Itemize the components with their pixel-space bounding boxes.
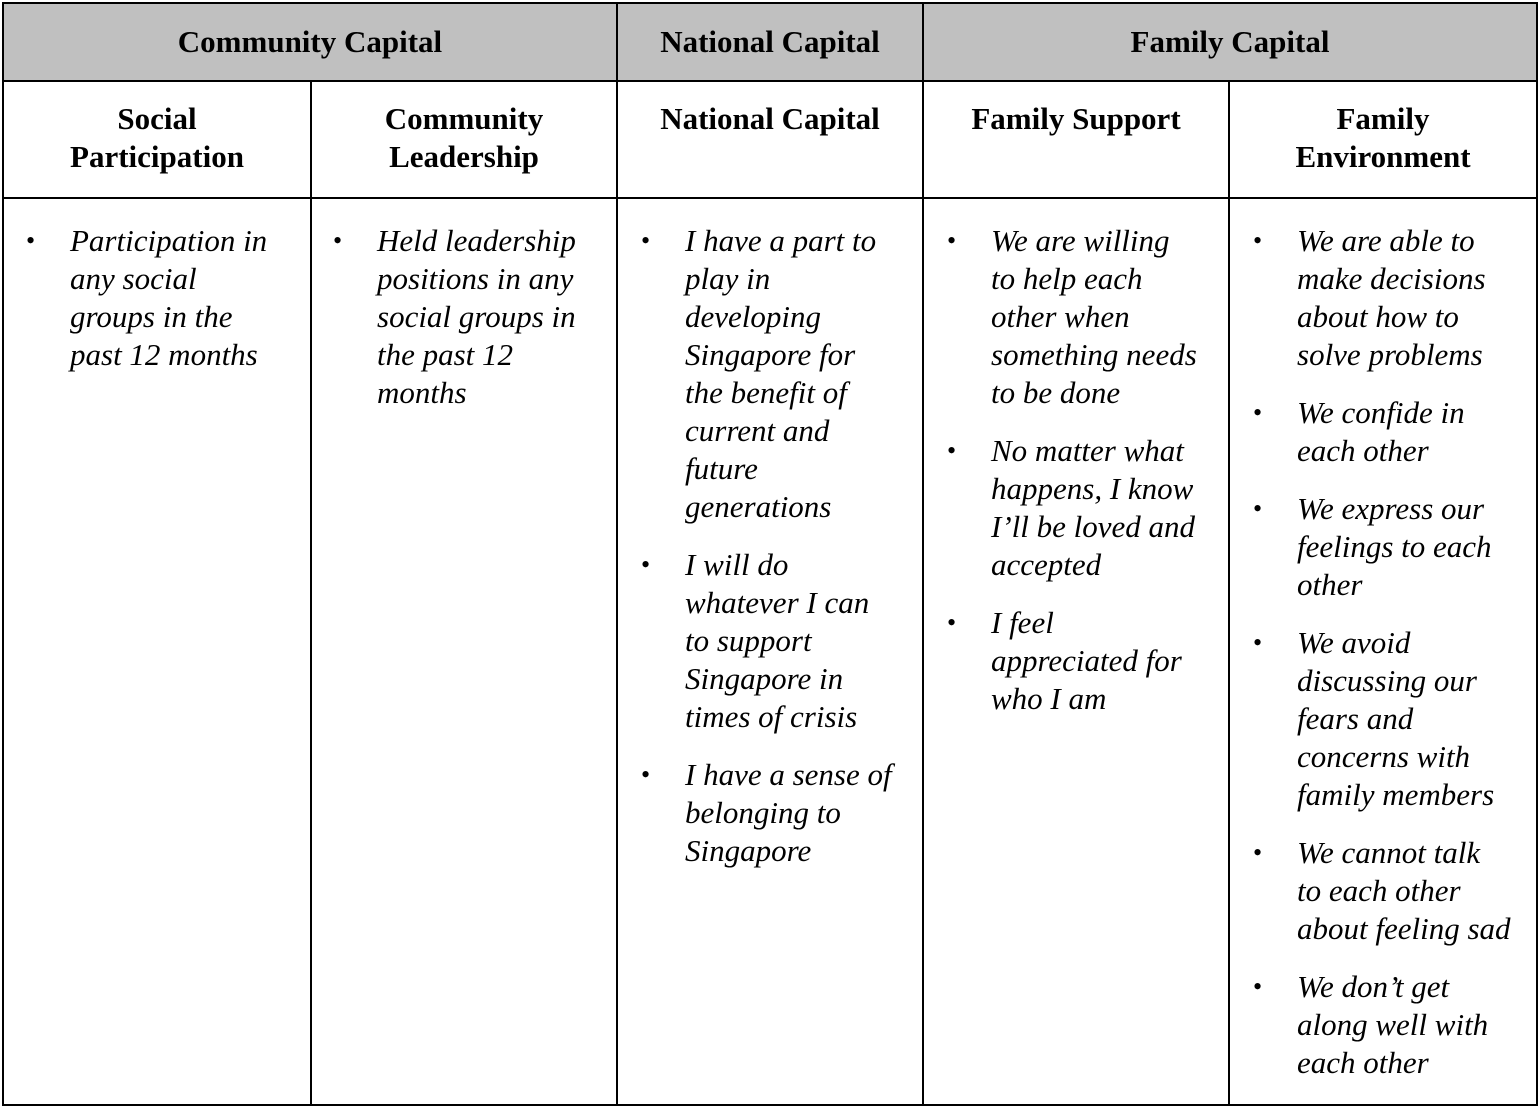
subheader-community-leadership: Community Leadership bbox=[384, 101, 544, 174]
bullet-icon: • bbox=[947, 608, 957, 637]
column-divider bbox=[616, 2, 618, 1106]
row-divider bbox=[2, 197, 1538, 199]
bullet-icon: • bbox=[641, 760, 651, 789]
group-header-national-capital: National Capital bbox=[660, 24, 880, 59]
cell-social-participation bbox=[26, 222, 308, 394]
item-text: We are willing to help each other when something needs to be done bbox=[991, 223, 1197, 410]
subheader-social-participation: Social Participation bbox=[70, 101, 244, 174]
cell-national-capital bbox=[641, 222, 919, 890]
bullet-icon: • bbox=[1253, 628, 1263, 657]
list-item bbox=[641, 546, 919, 736]
item-list bbox=[1253, 222, 1535, 1082]
list-item bbox=[947, 222, 1225, 412]
column-divider bbox=[922, 2, 924, 1106]
item-list bbox=[26, 222, 308, 374]
item-text: Participation in any social groups in the past 12 months bbox=[70, 223, 268, 372]
column-divider bbox=[1228, 80, 1230, 1106]
bullet-icon: • bbox=[26, 226, 36, 255]
bullet-icon: • bbox=[1253, 226, 1263, 255]
cell-family-support bbox=[947, 222, 1225, 738]
subheader-national-capital: National Capital bbox=[660, 101, 880, 136]
item-text: We avoid discussing our fears and concerns with family members bbox=[1297, 625, 1495, 812]
list-item bbox=[947, 432, 1225, 584]
list-item bbox=[333, 222, 613, 412]
bullet-icon: • bbox=[947, 436, 957, 465]
list-item bbox=[1253, 394, 1535, 470]
cell-community-leadership bbox=[333, 222, 613, 432]
table-border-right bbox=[1536, 2, 1538, 1106]
subheader-family-environment: Family Environment bbox=[1295, 101, 1471, 174]
bullet-icon: • bbox=[1253, 972, 1263, 1001]
group-header-community-capital: Community Capital bbox=[177, 24, 443, 59]
list-item bbox=[641, 756, 919, 870]
table-border-bottom bbox=[2, 1104, 1538, 1106]
bullet-icon: • bbox=[333, 226, 343, 255]
item-text: I will do whatever I can to support Singapore in times of crisis bbox=[685, 547, 870, 734]
group-header-family-capital: Family Capital bbox=[1130, 24, 1330, 59]
item-text: Held leadership positions in any social groups in the past 12 months bbox=[377, 223, 576, 410]
item-list bbox=[641, 222, 919, 870]
item-text: We cannot talk to each other about feeling sad bbox=[1297, 835, 1511, 946]
item-text: We confide in each other bbox=[1297, 395, 1465, 468]
list-item bbox=[1253, 624, 1535, 814]
list-item bbox=[1253, 490, 1535, 604]
list-item bbox=[1253, 834, 1535, 948]
item-list bbox=[947, 222, 1225, 718]
item-text: I have a sense of belonging to Singapore bbox=[685, 757, 892, 868]
item-text: I have a part to play in developing Singapore for the benefit of current and future generations bbox=[685, 223, 877, 524]
item-text: No matter what happens, I know I’ll be loved and accepted bbox=[991, 433, 1196, 582]
bullet-icon: • bbox=[641, 226, 651, 255]
item-text: We don’t get along well with each other bbox=[1297, 969, 1489, 1080]
list-item bbox=[1253, 222, 1535, 374]
item-list bbox=[333, 222, 613, 412]
item-text: We are able to make decisions about how to solve problems bbox=[1297, 223, 1486, 372]
column-divider bbox=[310, 80, 312, 1106]
item-text: I feel appreciated for who I am bbox=[991, 605, 1182, 716]
list-item bbox=[1253, 968, 1535, 1082]
item-text: We express our feelings to each other bbox=[1297, 491, 1492, 602]
bullet-icon: • bbox=[947, 226, 957, 255]
bullet-icon: • bbox=[1253, 838, 1263, 867]
cell-family-environment bbox=[1253, 222, 1535, 1102]
list-item bbox=[641, 222, 919, 526]
bullet-icon: • bbox=[1253, 494, 1263, 523]
list-item bbox=[947, 604, 1225, 718]
bullet-icon: • bbox=[1253, 398, 1263, 427]
bullet-icon: • bbox=[641, 550, 651, 579]
list-item bbox=[26, 222, 308, 374]
subheader-family-support: Family Support bbox=[971, 101, 1181, 136]
